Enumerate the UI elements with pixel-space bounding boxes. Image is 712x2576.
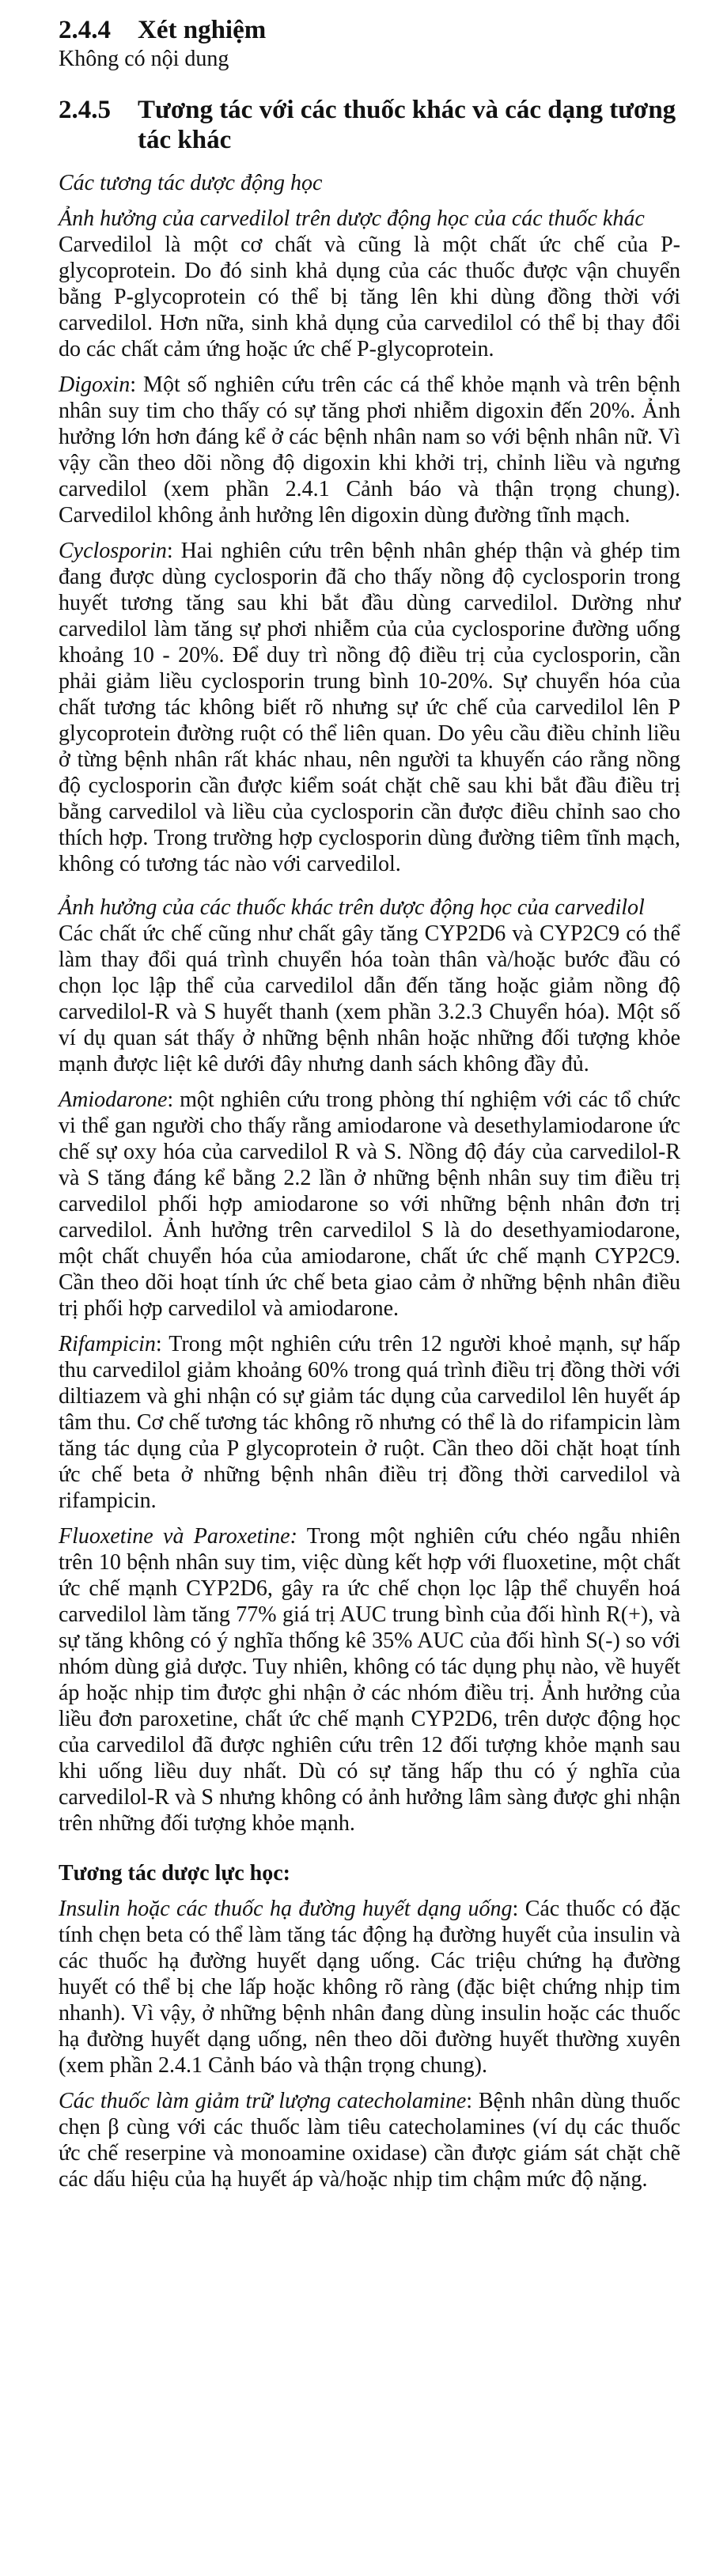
catecholamine-label: Các thuốc làm giảm trữ lượng catecholamine — [59, 2088, 467, 2113]
paragraph-fluoxetine — [59, 1523, 680, 1836]
section-heading-2-4-4 — [59, 16, 680, 46]
amiodarone-label: Amiodarone — [59, 1087, 168, 1112]
insulin-label: Insulin hoặc các thuốc hạ đường huyết dạng uống — [59, 1896, 513, 1921]
section-number: 2.4.4 — [59, 16, 111, 44]
paragraph-digoxin — [59, 372, 680, 528]
fluoxetine-label: Fluoxetine và Paroxetine: — [59, 1523, 297, 1549]
cyclosporin-text: : Hai nghiên cứu trên bệnh nhân ghép thận và ghép tim đang được dùng cyclosporin đã cho thấy nồng độ cyclosporin trong huyết tương tăng sau khi bắt đầu dùng carvedilol. Dường như carvedilol làm tăng sự phơi nhiễm của của cyclosporine đường uống khoảng 10 - 20%. Để duy trì nồng độ điều trị của cyclosporin, cần phải giảm liều cyclosporin trung bình 10-20%. Sự chuyển hóa của chất tương tác không biết rõ nhưng sự ức chế của carvedilol lên P glycoprotein đường ruột có thể liên quan. Do yêu cầu điều chỉnh liều ở từng bệnh nhân rất khác nhau, nên người ta khuyến cáo rằng nồng độ cyclosporin cần được kiểm soát chặt chẽ sau khi bắt đầu điều trị bằng carvedilol và liều của cyclosporin cần được điều chỉnh sao cho thích hợp. Trong trường hợp cyclosporin dùng đường tiêm tĩnh mạch, không có tương tác nào với carvedilol. — [59, 538, 680, 876]
digoxin-label: Digoxin — [59, 372, 131, 397]
subheading-others-on-carvedilol: Ảnh hưởng của các thuốc khác trên dược động học của carvedilol — [59, 895, 645, 920]
paragraph-catecholamine — [59, 2088, 680, 2192]
catecholamine-text: : Bệnh nhân dùng thuốc chẹn β cùng với các thuốc làm tiêu catecholamines (ví dụ các thuốc ức chế reserpine và monoamine oxidase) cần được giám sát chặt chẽ các dấu hiệu của hạ huyết áp và/hoặc nhịp tim chậm mức độ nặng. — [59, 2088, 680, 2192]
subheading-pharmacodynamic: Tương tác dược lực học: — [59, 1860, 290, 1886]
digoxin-text: : Một số nghiên cứu trên các cá thể khỏe mạnh và trên bệnh nhân suy tim cho thấy có sự tăng phơi nhiễm digoxin đến 20%. Ảnh hưởng lớn hơn đáng kể ở các bệnh nhân nam so với bệnh nhân nữ. Vì vậy cần theo dõi nồng độ digoxin khi khởi trị, chỉnh liều và ngưng carvedilol (xem phần 2.4.1 Cảnh báo và thận trọng chung). Carvedilol không ảnh hưởng lên digoxin dùng đường tĩnh mạch. — [59, 372, 680, 528]
section-number: 2.4.5 — [59, 95, 111, 124]
paragraph-pgp: Carvedilol là một cơ chất và cũng là một chất ức chế của P-glycoprotein. Do đó sinh khả dụng của các thuốc được vận chuyển bằng P-glycoprotein có thể bị tăng lên khi dùng đồng thời với carvedilol. Hơn nữa, sinh khả dụng của carvedilol có thể bị thay đổi do các chất cảm ứng hoặc ức chế P-glycoprotein. — [59, 232, 680, 361]
paragraph-rifampicin — [59, 1331, 680, 1514]
section-body: Không có nội dung — [59, 46, 229, 71]
subheading-pharmacokinetic: Các tương tác dược động học — [59, 170, 323, 195]
section-heading-2-4-5 — [59, 96, 680, 156]
amiodarone-text: : một nghiên cứu trong phòng thí nghiệm với các tổ chức vi thể gan người cho thấy rằng amiodarone và desethylamiodarone ức chế sự oxy hóa của carvedilol R và S. Nồng độ đáy của carvedilol-R và S tăng đáng kể bằng 2.2 lần ở những bệnh nhân suy tim điều trị carvedilol phối hợp amiodarone so với những bệnh nhân đơn trị carvedilol. Ảnh hưởng trên carvedilol S là do desethyamiodarone, một chất chuyển hóa của amiodarone, chất ức chế mạnh CYP2C9. Cần theo dõi hoạt tính ức chế beta giao cảm ở những bệnh nhân điều trị phối hợp carvedilol và amiodarone. — [59, 1087, 680, 1321]
paragraph-cyclosporin — [59, 538, 680, 877]
fluoxetine-text: Trong một nghiên cứu chéo ngẫu nhiên trên 10 bệnh nhân suy tim, việc dùng kết hợp với fluoxetine, một chất ức chế mạnh CYP2D6, gây ra ức chế chọn lọc lập thể chuyển hoá carvedilol làm tăng 77% giá trị AUC trung bình của đối hình R(+), và sự tăng không có ý nghĩa thống kê 35% AUC của đối hình S(-) so với nhóm dùng giả dược. Tuy nhiên, không có tác dụng phụ nào, về huyết áp hoặc nhịp tim được ghi nhận ở các nhóm điều trị. Ảnh hưởng của liều đơn paroxetine, chất ức chế mạnh CYP2D6, trên dược động học của carvedilol đã được nghiên cứu trên 12 đối tượng khỏe mạnh sau khi uống liều duy nhất. Dù có sự tăng hấp thu có ý nghĩa của carvedilol-R và S nhưng không có ảnh hưởng lâm sàng được ghi nhận trên những đối tượng khỏe mạnh. — [59, 1523, 681, 1836]
rifampicin-label: Rifampicin — [59, 1331, 156, 1356]
cyclosporin-label: Cyclosporin — [59, 538, 167, 563]
subheading-carvedilol-on-others: Ảnh hưởng của carvedilol trên dược động học của các thuốc khác — [59, 206, 645, 231]
rifampicin-text: : Trong một nghiên cứu trên 12 người khoẻ mạnh, sự hấp thu carvedilol giảm khoảng 60% trong quá trình điều trị đồng thời với diltiazem và ghi nhận có sự giảm tác dụng của carvedilol lên huyết áp tâm thu. Cơ chế tương tác không rõ nhưng có thể là do rifampicin làm tăng tác dụng của P glycoprotein ở ruột. Cần theo dõi chặt hoạt tính ức chế beta ở những bệnh nhân điều trị đồng thời carvedilol và rifampicin. — [59, 1331, 680, 1513]
section-title: Xét nghiệm — [138, 16, 267, 44]
paragraph-amiodarone — [59, 1087, 680, 1322]
paragraph-insulin — [59, 1896, 680, 2079]
insulin-text: : Các thuốc có đặc tính chẹn beta có thể làm tăng tác động hạ đường huyết của insulin và các thuốc hạ đường huyết dạng uống. Các triệu chứng hạ đường huyết có thể bị che lấp hoặc không rõ ràng (đặc biệt chứng nhịp tim nhanh). Vì vậy, ở những bệnh nhân đang dùng insulin hoặc các thuốc hạ đường huyết dạng uống, nên theo dõi đường huyết thường xuyên (xem phần 2.4.1 Cảnh báo và thận trọng chung). — [59, 1896, 680, 2078]
section-title: Tương tác với các thuốc khác và các dạng tương tác khác — [138, 95, 676, 154]
paragraph-cyp: Các chất ức chế cũng như chất gây tăng CYP2D6 và CYP2C9 có thể làm thay đổi quá trình chuyển hóa toàn thân và/hoặc bước đầu có chọn lọc lập thể của carvedilol dẫn đến tăng hoặc giảm nồng độ carvedilol-R và S huyết thanh (xem phần 3.2.3 Chuyển hóa). Một số ví dụ quan sát thấy ở những bệnh nhân hoặc những đối tượng khỏe mạnh được liệt kê dưới đây nhưng danh sách không đầy đủ. — [59, 921, 680, 1076]
